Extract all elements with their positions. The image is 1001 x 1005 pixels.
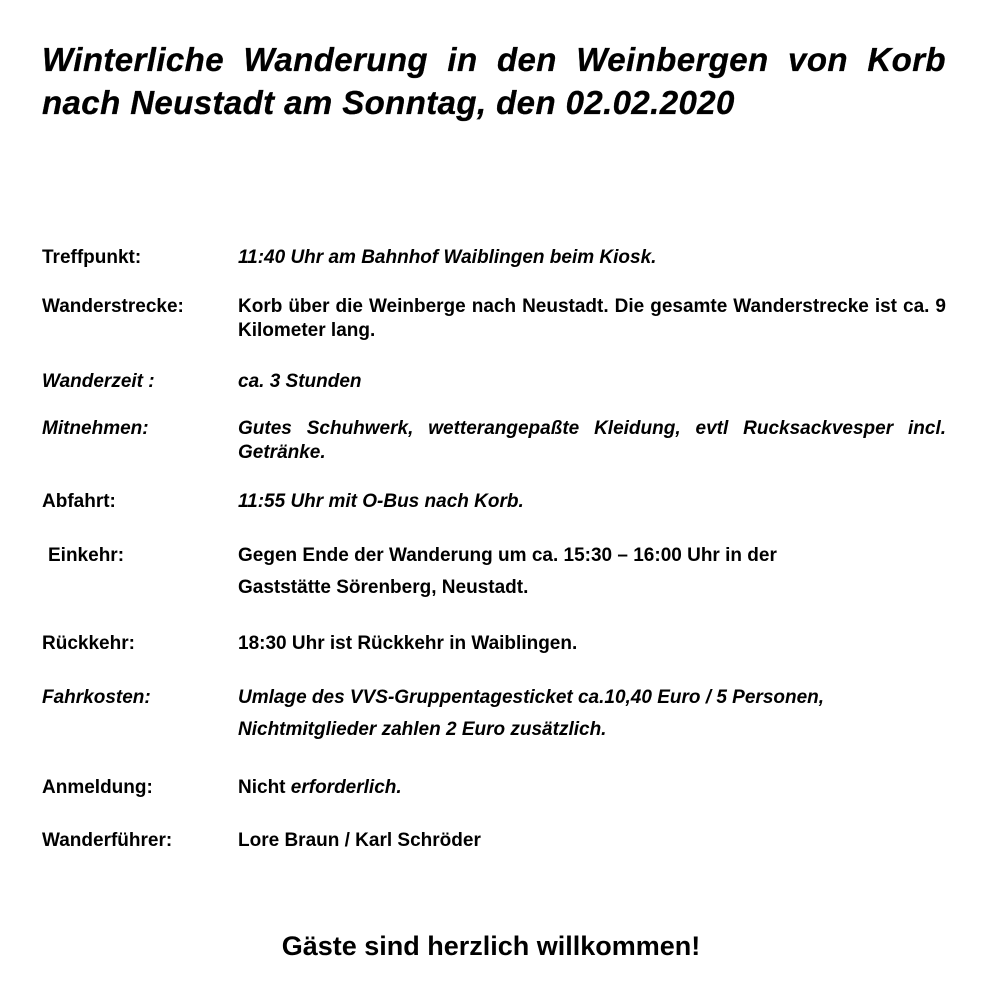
row-value (238, 540, 946, 604)
row-value (238, 682, 946, 746)
row-value-italic: erforderlich. (290, 777, 402, 798)
row-label: Fahrkosten: (42, 687, 151, 708)
row-label: Mitnehmen: (42, 418, 149, 439)
row-value: Gutes Schuhwerk, wetterangepaßte Kleidung, evtl Rucksackvesper incl. Getränke. (238, 418, 946, 463)
document-title: Winterliche Wanderung in den Weinbergen von Korb nach Neustadt am Sonntag, den 02.02.2020 (42, 41, 946, 121)
row-value: Lore Braun / Karl Schröder (238, 830, 481, 851)
row-label: Wanderführer: (42, 830, 173, 851)
row-value-line: Gegen Ende der Wanderung um ca. 15:30 – 16:00 Uhr in der (238, 545, 777, 566)
row-label: Anmeldung: (42, 777, 153, 798)
row-label: Treffpunkt: (42, 247, 142, 268)
row-value-line: Umlage des VVS-Gruppentagesticket ca.10,40 Euro / 5 Personen, (238, 687, 825, 708)
row-label: Rückkehr: (42, 633, 135, 654)
row-value: 11:40 Uhr am Bahnhof Waiblingen beim Kiosk. (238, 247, 657, 268)
row-value (238, 776, 946, 800)
row-label: Einkehr: (48, 545, 125, 566)
closing-line: Gäste sind herzlich willkommen! (281, 931, 701, 961)
row-value-line: Gaststätte Sörenberg, Neustadt. (238, 577, 529, 598)
row-label: Wanderstrecke: (42, 296, 184, 317)
row-value: ca. 3 Stunden (238, 371, 362, 392)
row-value: Korb über die Weinberge nach Neustadt. Die gesamte Wanderstrecke ist ca. 9 Kilometer lang. (238, 296, 946, 341)
row-value-plain: Nicht (238, 777, 291, 798)
row-label: Wanderzeit : (42, 371, 155, 392)
row-value: 18:30 Uhr ist Rückkehr in Waiblingen. (238, 633, 578, 654)
row-label: Abfahrt: (42, 491, 116, 512)
row-value: 11:55 Uhr mit O-Bus nach Korb. (238, 491, 524, 512)
row-value-line: Nichtmitglieder zahlen 2 Euro zusätzlich. (238, 719, 607, 740)
